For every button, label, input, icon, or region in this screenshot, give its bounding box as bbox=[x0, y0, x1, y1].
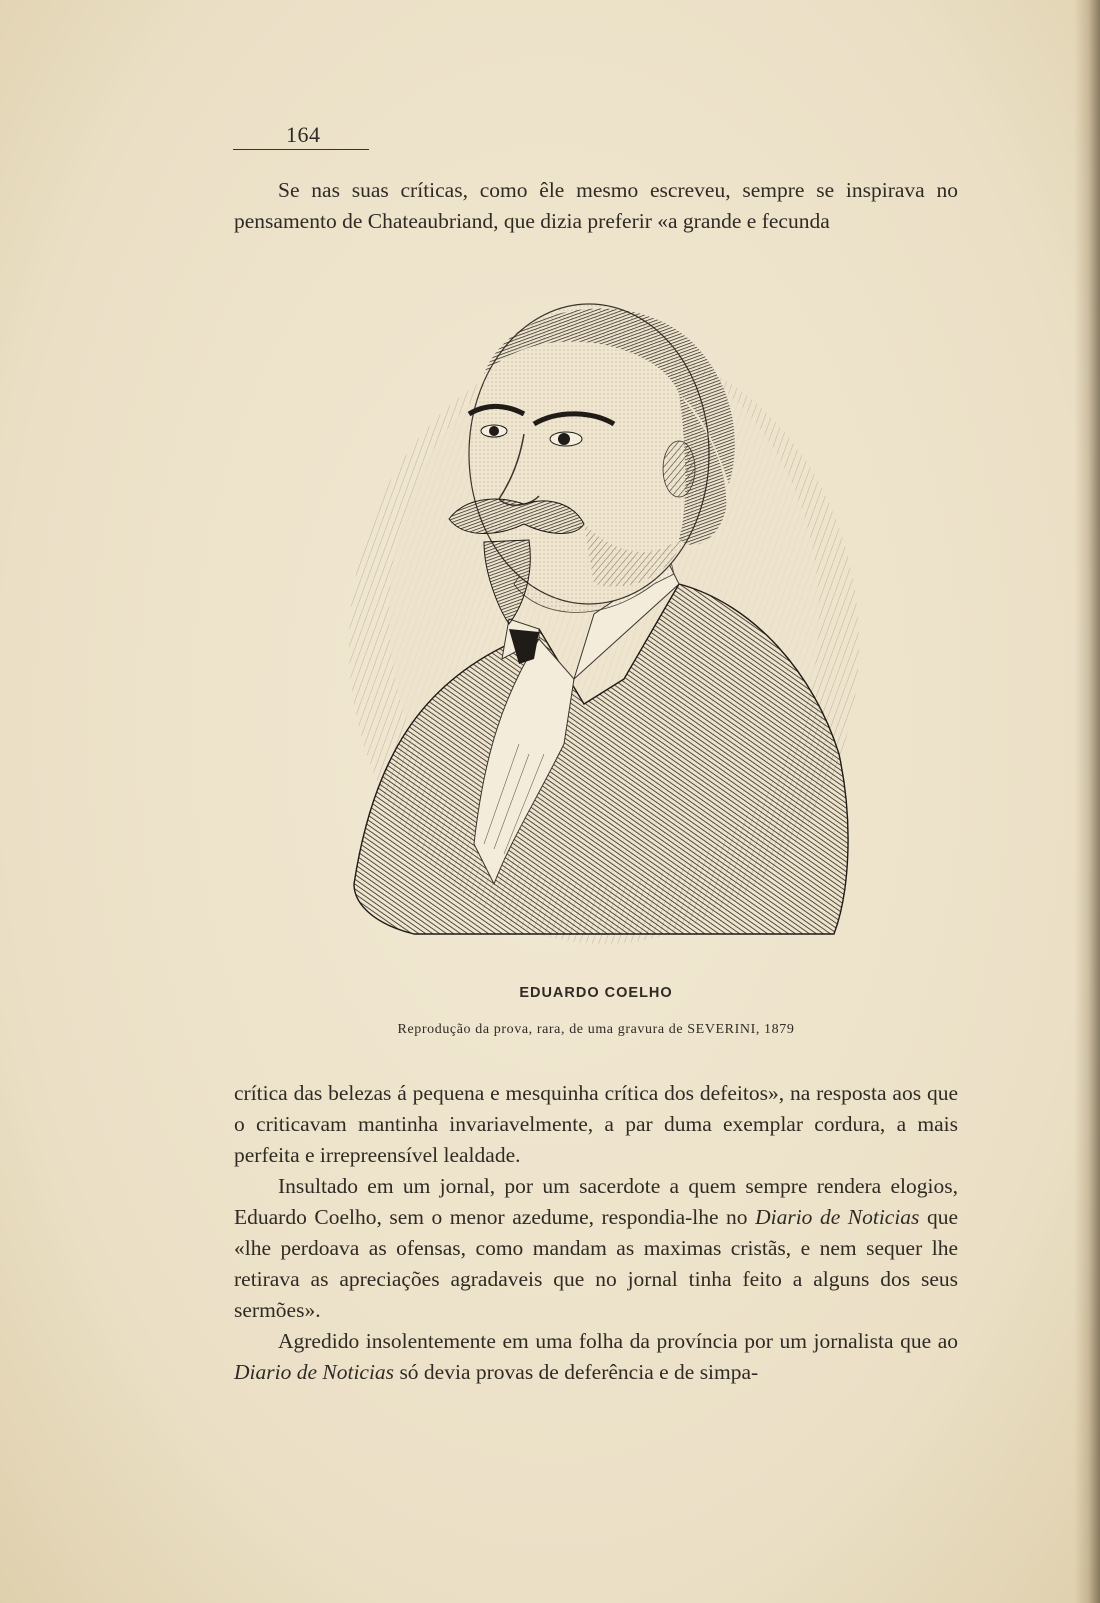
paragraph-1: crítica das belezas á pequena e mesquinha crítica dos defeitos», na resposta aos que o criticavam mantinha invariavelmente, a par duma exemplar cordura, a mais perfeita e irrepreensível lealdade. bbox=[234, 1081, 958, 1167]
page-binding-shadow bbox=[1074, 0, 1100, 1603]
page-number: 164 bbox=[286, 122, 321, 147]
paragraph-2-italic: Diario de Noticias bbox=[755, 1205, 920, 1229]
paragraph-3-part2: só devia provas de deferência e de simpa- bbox=[394, 1360, 759, 1384]
header-rule bbox=[233, 149, 369, 150]
paragraphs-bottom bbox=[234, 1078, 958, 1388]
paragraph-2-part2: que «lhe perdoava as ofensas, como mandam as maximas cristãs, e nem sequer lhe retirava as apreciações agradaveis que no jornal tinha feito a alguns dos seus sermões». bbox=[234, 1205, 959, 1322]
paragraph-3 bbox=[234, 1326, 958, 1388]
paragraph-2-part1: Insultado em um jornal, por um sacerdote a quem sempre rendera elogios, Eduardo Coelho, sem o menor azedume, respondia-lhe no bbox=[234, 1174, 958, 1229]
figure-caption-title: EDUARDO COELHO bbox=[519, 985, 673, 1001]
paragraph-3-italic: Diario de Noticias bbox=[234, 1360, 395, 1384]
portrait-engraving bbox=[334, 284, 874, 964]
paragraph-2 bbox=[234, 1171, 958, 1326]
paragraph-top bbox=[234, 175, 958, 237]
paragraph-3-part1: Agredido insolentemente em uma folha da província por um jornalista que ao bbox=[278, 1329, 958, 1353]
paragraph-top-text: Se nas suas críticas, como êle mesmo escreveu, sempre se inspirava no pensamento de Chateaubriand, que dizia preferir «a grande e fecunda bbox=[234, 178, 958, 233]
figure-caption-credit: Reprodução da prova, rara, de uma gravura de SEVERINI, 1879 bbox=[397, 1022, 795, 1037]
